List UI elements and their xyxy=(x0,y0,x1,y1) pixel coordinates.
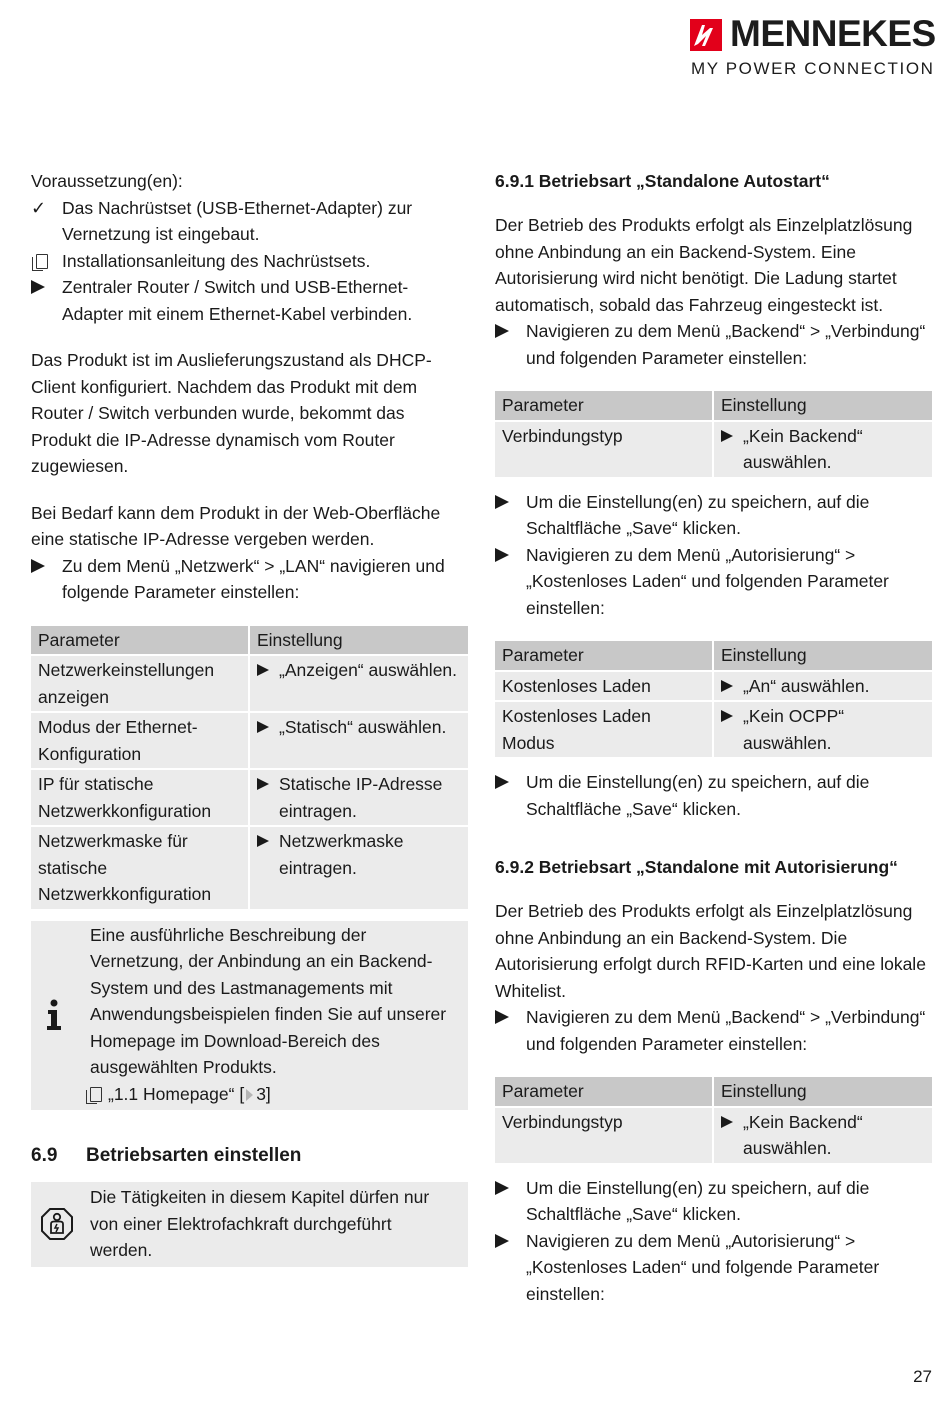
step-arrow-icon xyxy=(721,673,733,700)
table-header-parameter: Parameter xyxy=(495,391,713,421)
table-header-parameter: Parameter xyxy=(495,641,713,671)
step-arrow-icon xyxy=(721,423,733,450)
document-reference-icon xyxy=(90,1087,102,1102)
section-heading-6-9: 6.9 Betriebsarten einstellen xyxy=(31,1145,302,1166)
table-row: Modus der Ethernet-Konfiguration „Statisch“ auswählen. xyxy=(31,712,468,769)
right-column xyxy=(495,168,932,1307)
step-backend-connection: Navigieren zu dem Menü „Backend“ > „Verbindung“ und folgenden Parameter einstellen: xyxy=(495,1004,932,1057)
paragraph-standalone-autostart: Der Betrieb des Produkts erfolgt als Einzelplatzlösung ohne Anbindung an ein Backend-System. Eine Autorisierung wird nicht benötigt. Die Ladung startet automatisch, sobald das Fahrzeug eingesteckt ist. xyxy=(495,215,913,315)
brand-name: MENNEKES xyxy=(730,13,936,54)
info-note-reference[interactable]: „1.1 Homepage“ [ 3] xyxy=(90,1081,454,1108)
brand-tagline: MY POWER CONNECTION xyxy=(691,59,935,78)
electrician-note-text: Die Tätigkeiten in diesem Kapitel dürfen nur von einer Elektrofachkraft durchgeführt werden. xyxy=(90,1187,430,1260)
step-arrow-icon xyxy=(31,553,55,581)
paragraph-standalone-authorization: Der Betrieb des Produkts erfolgt als Einzelplatzlösung ohne Anbindung an ein Backend-System. Die Autorisierung erfolgt durch RFID-Karten und eine lokale Whitelist. xyxy=(495,901,926,1001)
table-row: Kostenloses Laden „An“ auswählen. xyxy=(495,671,932,702)
step-arrow-icon xyxy=(721,1109,733,1136)
table-header-setting: Einstellung xyxy=(713,391,932,421)
section-heading-6-9-1: 6.9.1 Betriebsart „Standalone Autostart“ xyxy=(495,171,830,191)
step-arrow-icon xyxy=(495,489,519,517)
step-arrow-icon xyxy=(495,542,519,570)
step-backend-connection: Navigieren zu dem Menü „Backend“ > „Verbindung“ und folgenden Parameter einstellen: xyxy=(495,318,932,371)
step-connect: Zentraler Router / Switch und USB-Ethernet-Adapter mit einem Ethernet-Kabel verbinden. xyxy=(31,274,468,327)
paragraph-static-ip: Bei Bedarf kann dem Produkt in der Web-Oberfläche eine statische IP-Adresse vergeben werden. xyxy=(31,502,441,549)
table-row: Verbindungstyp „Kein Backend“ auswählen. xyxy=(495,421,932,477)
brand-logo xyxy=(690,13,936,82)
table-header-setting: Einstellung xyxy=(713,641,932,671)
table-header-setting: Einstellung xyxy=(249,626,468,656)
step-save: Um die Einstellung(en) zu speichern, auf die Schaltfläche „Save“ klicken. xyxy=(495,769,932,822)
prereq-doc-item: Installationsanleitung des Nachrüstsets. xyxy=(31,248,468,275)
step-arrow-icon xyxy=(257,771,269,798)
step-arrow-icon xyxy=(495,318,519,346)
step-arrow-icon xyxy=(31,274,55,302)
info-icon xyxy=(45,999,63,1031)
step-arrow-icon xyxy=(495,1175,519,1203)
table-row: Verbindungstyp „Kein Backend“ auswählen. xyxy=(495,1107,932,1163)
table-header-parameter: Parameter xyxy=(31,626,249,656)
table-row: IP für statische Netzwerkkonfiguration Statische IP-Adresse eintragen. xyxy=(31,769,468,826)
step-save: Um die Einstellung(en) zu speichern, auf die Schaltfläche „Save“ klicken. xyxy=(495,489,932,542)
lan-parameter-table xyxy=(31,626,468,909)
step-arrow-icon xyxy=(495,769,519,797)
electrician-icon xyxy=(40,1207,74,1241)
paragraph-dhcp: Das Produkt ist im Auslieferungszustand als DHCP-Client konfiguriert. Nachdem das Produkt mit dem Router / Switch verbunden wurde, bekommt das Produkt die IP-Adresse dynamisch vom Router zugewiesen. xyxy=(31,350,432,476)
step-arrow-icon xyxy=(721,703,733,730)
table-row: Kostenloses Laden Modus „Kein OCPP“ auswählen. xyxy=(495,701,932,757)
left-column xyxy=(31,168,468,1267)
table-header-setting: Einstellung xyxy=(713,1077,932,1107)
section-heading-6-9-2: 6.9.2 Betriebsart „Standalone mit Autorisierung“ xyxy=(495,857,898,877)
step-arrow-icon xyxy=(495,1228,519,1256)
step-arrow-icon xyxy=(257,714,269,741)
step-arrow-icon xyxy=(495,1004,519,1032)
prereq-check-item: ✓ Das Nachrüstset (USB-Ethernet-Adapter) zur Vernetzung ist eingebaut. xyxy=(31,195,468,248)
checkmark-icon: ✓ xyxy=(31,197,47,218)
step-authorization: Navigieren zu dem Menü „Autorisierung“ > „Kostenloses Laden“ und folgende Parameter einstellen: xyxy=(495,1228,932,1308)
prereq-heading: Voraussetzung(en): xyxy=(31,171,183,191)
step-save: Um die Einstellung(en) zu speichern, auf die Schaltfläche „Save“ klicken. xyxy=(495,1175,932,1228)
backend-parameter-table-2 xyxy=(495,1077,932,1163)
info-note xyxy=(31,921,468,1111)
document-reference-icon xyxy=(31,248,55,275)
table-header-parameter: Parameter xyxy=(495,1077,713,1107)
step-arrow-icon xyxy=(257,828,269,855)
table-row: Netzwerkmaske für statische Netzwerkkonfiguration Netzwerkmaske eintragen. xyxy=(31,826,468,909)
table-row: Netzwerkeinstellungen anzeigen „Anzeigen“ auswählen. xyxy=(31,655,468,712)
info-note-text: Eine ausführliche Beschreibung der Vernetzung, der Anbindung an ein Backend-System und des Lastmanagements mit Anwendungsbeispielen finden Sie auf unserer Homepage im Download-Bereich des ausgewählten Produkts. xyxy=(90,924,447,1077)
electrician-note xyxy=(31,1182,468,1267)
backend-parameter-table xyxy=(495,391,932,477)
step-authorization: Navigieren zu dem Menü „Autorisierung“ > „Kostenloses Laden“ und folgenden Parameter einstellen: xyxy=(495,542,932,622)
page-number: 27 xyxy=(913,1367,932,1386)
step-arrow-icon xyxy=(257,657,269,684)
free-charging-parameter-table xyxy=(495,641,932,757)
step-lan: Zu dem Menü „Netzwerk“ > „LAN“ navigieren und folgende Parameter einstellen: xyxy=(31,553,468,606)
mennekes-logo-icon xyxy=(690,19,722,51)
page-pointer-icon xyxy=(246,1089,253,1101)
